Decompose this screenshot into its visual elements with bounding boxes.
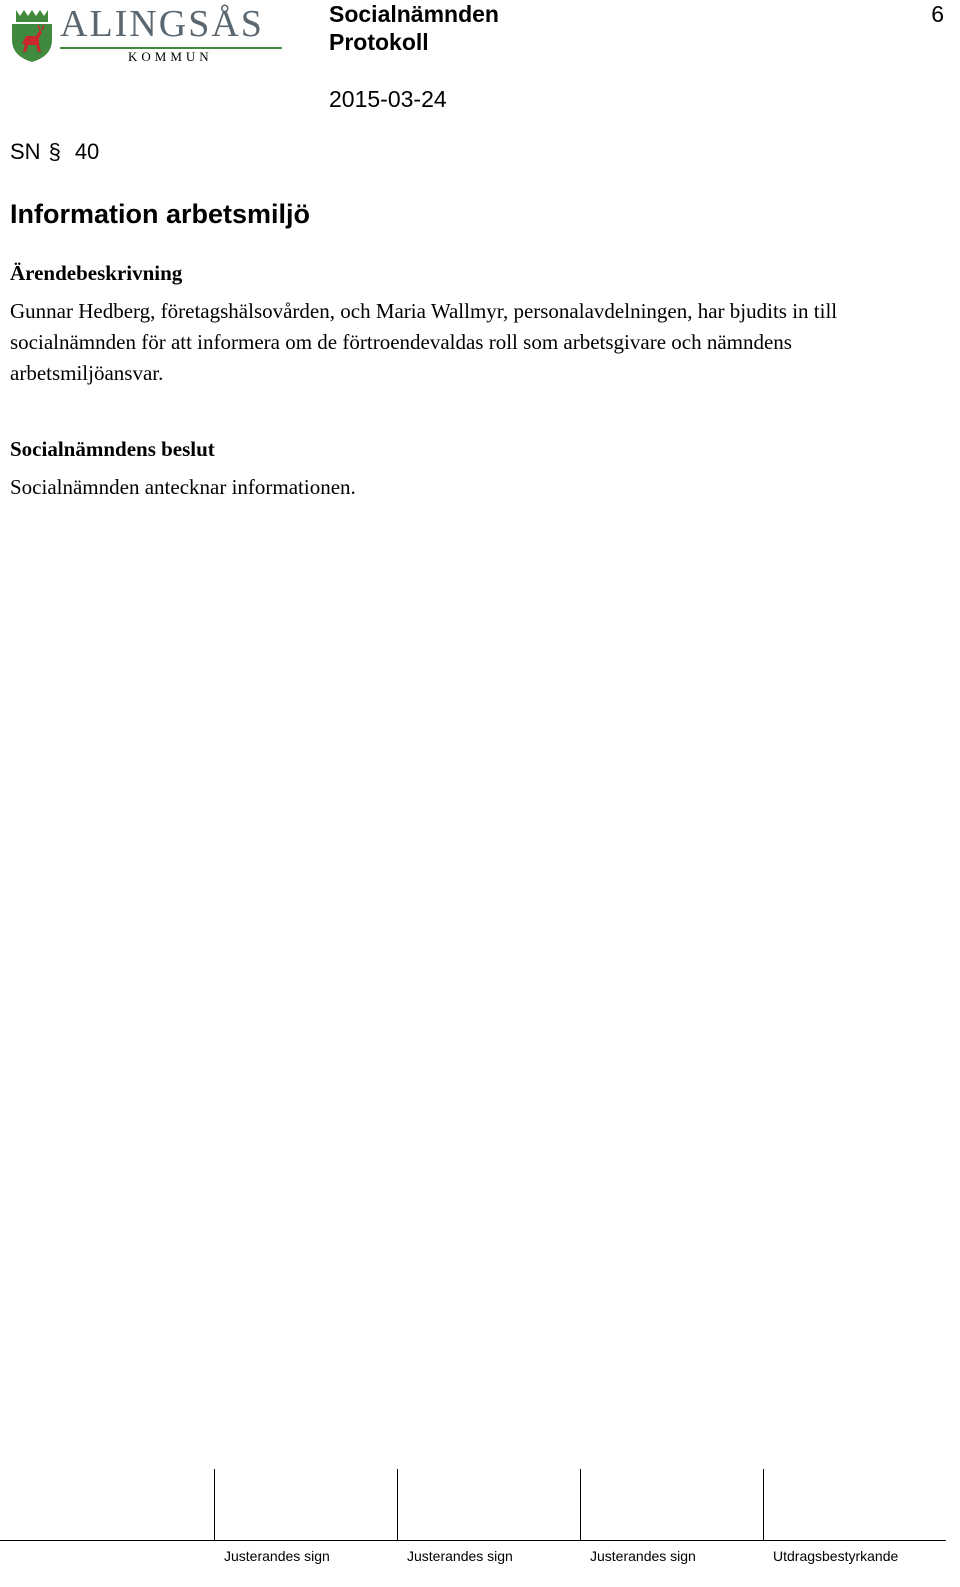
paragraph-number — [10, 139, 99, 165]
paragraph-prefix: SN — [10, 139, 41, 164]
signature-divider — [397, 1469, 398, 1541]
coat-of-arms-icon — [12, 8, 52, 62]
logo-name: ALINGSÅS — [60, 3, 264, 45]
page-number: 6 — [931, 1, 944, 27]
description-line: arbetsmiljöansvar. — [10, 361, 164, 385]
signature-label: Utdragsbestyrkande — [773, 1548, 899, 1564]
description-line: socialnämnden för att informera om de förtroendevaldas roll som arbetsgivare och nämndens — [10, 330, 792, 354]
decision-heading: Socialnämndens beslut — [10, 437, 215, 461]
paragraph-value: 40 — [74, 139, 100, 164]
signature-divider — [580, 1469, 581, 1541]
logo-subtitle: KOMMUN — [128, 49, 213, 64]
description-heading: Ärendebeskrivning — [10, 261, 183, 285]
signature-label: Justerandes sign — [407, 1548, 513, 1564]
signature-rule — [0, 1540, 946, 1541]
municipality-logo — [10, 4, 285, 66]
description-text — [10, 296, 930, 389]
signature-divider — [214, 1469, 215, 1541]
description-line: Gunnar Hedberg, företagshälsovården, och Maria Wallmyr, personalavdelningen, har bjudits in till — [10, 299, 838, 323]
document-type: Protokoll — [329, 29, 429, 55]
signature-label: Justerandes sign — [590, 1548, 696, 1564]
decision-text: Socialnämnden antecknar informationen. — [10, 475, 356, 499]
signature-label: Justerandes sign — [224, 1548, 330, 1564]
paragraph-sign: § — [48, 139, 61, 164]
page-title: Information arbetsmiljö — [10, 199, 311, 229]
organization-name: Socialnämnden — [329, 1, 499, 27]
signature-divider — [763, 1469, 764, 1541]
meeting-date: 2015-03-24 — [329, 86, 447, 112]
